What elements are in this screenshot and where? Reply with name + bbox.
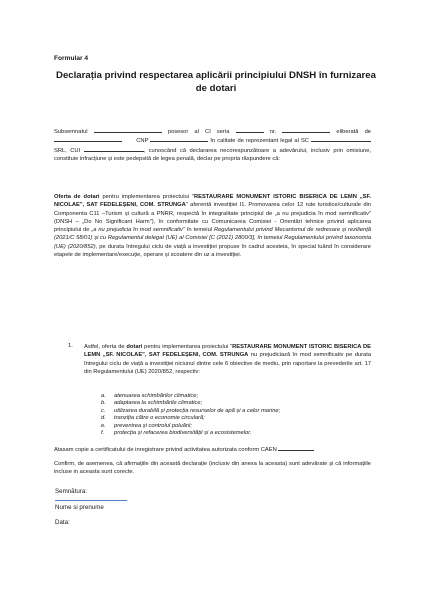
confirm-paragraph: Confirm, de asemenea, că afirmațiile din această declarație (inclusiv din anexa la aceasta) sunt adevărate și că informațiile incluse in aceasta sunt corecte. <box>54 461 371 476</box>
caen-field[interactable] <box>278 445 314 451</box>
signature-label: Semnătura: <box>55 488 87 495</box>
cnp-field[interactable] <box>150 136 208 142</box>
objective-item: b. adaptarea la schimbările climatice; <box>101 400 203 407</box>
caen-paragraph: Atasam copie a certificatului de inregistrare privind activitatea autorizata conform CAEN <box>54 445 371 454</box>
name-label: Nume si prenume <box>55 504 104 511</box>
name-field[interactable] <box>94 127 162 133</box>
intro-paragraph: Subsemnatul posesor al CI seria nr. eliberată de CNP în calitate de reprezentant legal al SC SRL, CUI , cunoscând că declararea necorespunzătoare a adevărului, inclusiv prin omisiune, constituie infracțiune și este pedepsită de legea penală, declar pe propria răspundere că: <box>54 129 371 162</box>
ci-series-field[interactable] <box>236 127 264 133</box>
signature-line[interactable] <box>55 500 127 501</box>
oferta-paragraph: Oferta de dotari pentru implementarea proiectului "RESTAURARE MONUMENT ISTORIC BISERICA DE LEMN „SF. NICOLAE", SAT FEDELEȘENI, COM. STRUNGA" aferentă investiției I1. Promovarea celor 12 rute turistice/culturale din Componenta C11 –Turism și cultură a PNRR, respectă în integralitate principiul de „a nu prejudicia în mod semnificativ" (DNSH – „Do No Significant Harm"), în conformitate cu Comunicarea Comisiei - Orientări tehnice privind aplicarea principiului de „a nu prejudicia în mod semnificativ" în temeiul Regulamentului privind Mecanismul de redresare și reziliență (2021/C 58/01) și cu Regulamentul delegat (UE) al Comisiei [C (2021) 2800/3], în temeiul Regulamentului privind taxonomia (UE) (2020/852), pe durata întregului ciclu de viață a investiției propuse în cadrul acesteia, în special luând în considerare etapele de implementare/execuție, operare și scoatere din uz a investiției. <box>54 194 372 259</box>
form-number: Formular 4 <box>54 55 89 62</box>
objective-item: f. protecția și refacerea biodiversității și a ecosistemelor. <box>101 430 252 437</box>
objective-item: c. utilizarea durabilă și protecția resurselor de apă și a celor marine; <box>101 407 281 414</box>
issued-by-field[interactable] <box>54 136 122 142</box>
objective-item: a. atenuarea schimbărilor climatice; <box>101 393 199 399</box>
objective-item: e. prevenirea și controlul poluării; <box>101 422 192 429</box>
objectives-list <box>101 393 371 437</box>
list-item: 1. Astfel, oferta de dotari pentru implementarea proiectului "RESTAURARE MONUMENT ISTORIC BISERICA DE LEMN „SF. NICOLAE", SAT FEDELEȘENI, COM. STRUNGA nu prejudiciază în mod semnificativ pe durata întregului ciclu de viață a investiției niciunul dintre cele 6 obiective de mediu, prin raportare la prevederile art. 17 din Regulamentului (UE) 2020/852, respectiv: <box>68 343 371 375</box>
date-label: Data: <box>55 519 70 526</box>
document-title: Declarația privind respectarea aplicării principiului DNSH în furnizarea de dotari <box>56 70 376 94</box>
ci-number-field[interactable] <box>282 127 330 133</box>
cui-field[interactable] <box>84 146 144 152</box>
company-field[interactable] <box>311 136 371 142</box>
objective-item: d. tranziția către o economie circulară; <box>101 415 205 422</box>
